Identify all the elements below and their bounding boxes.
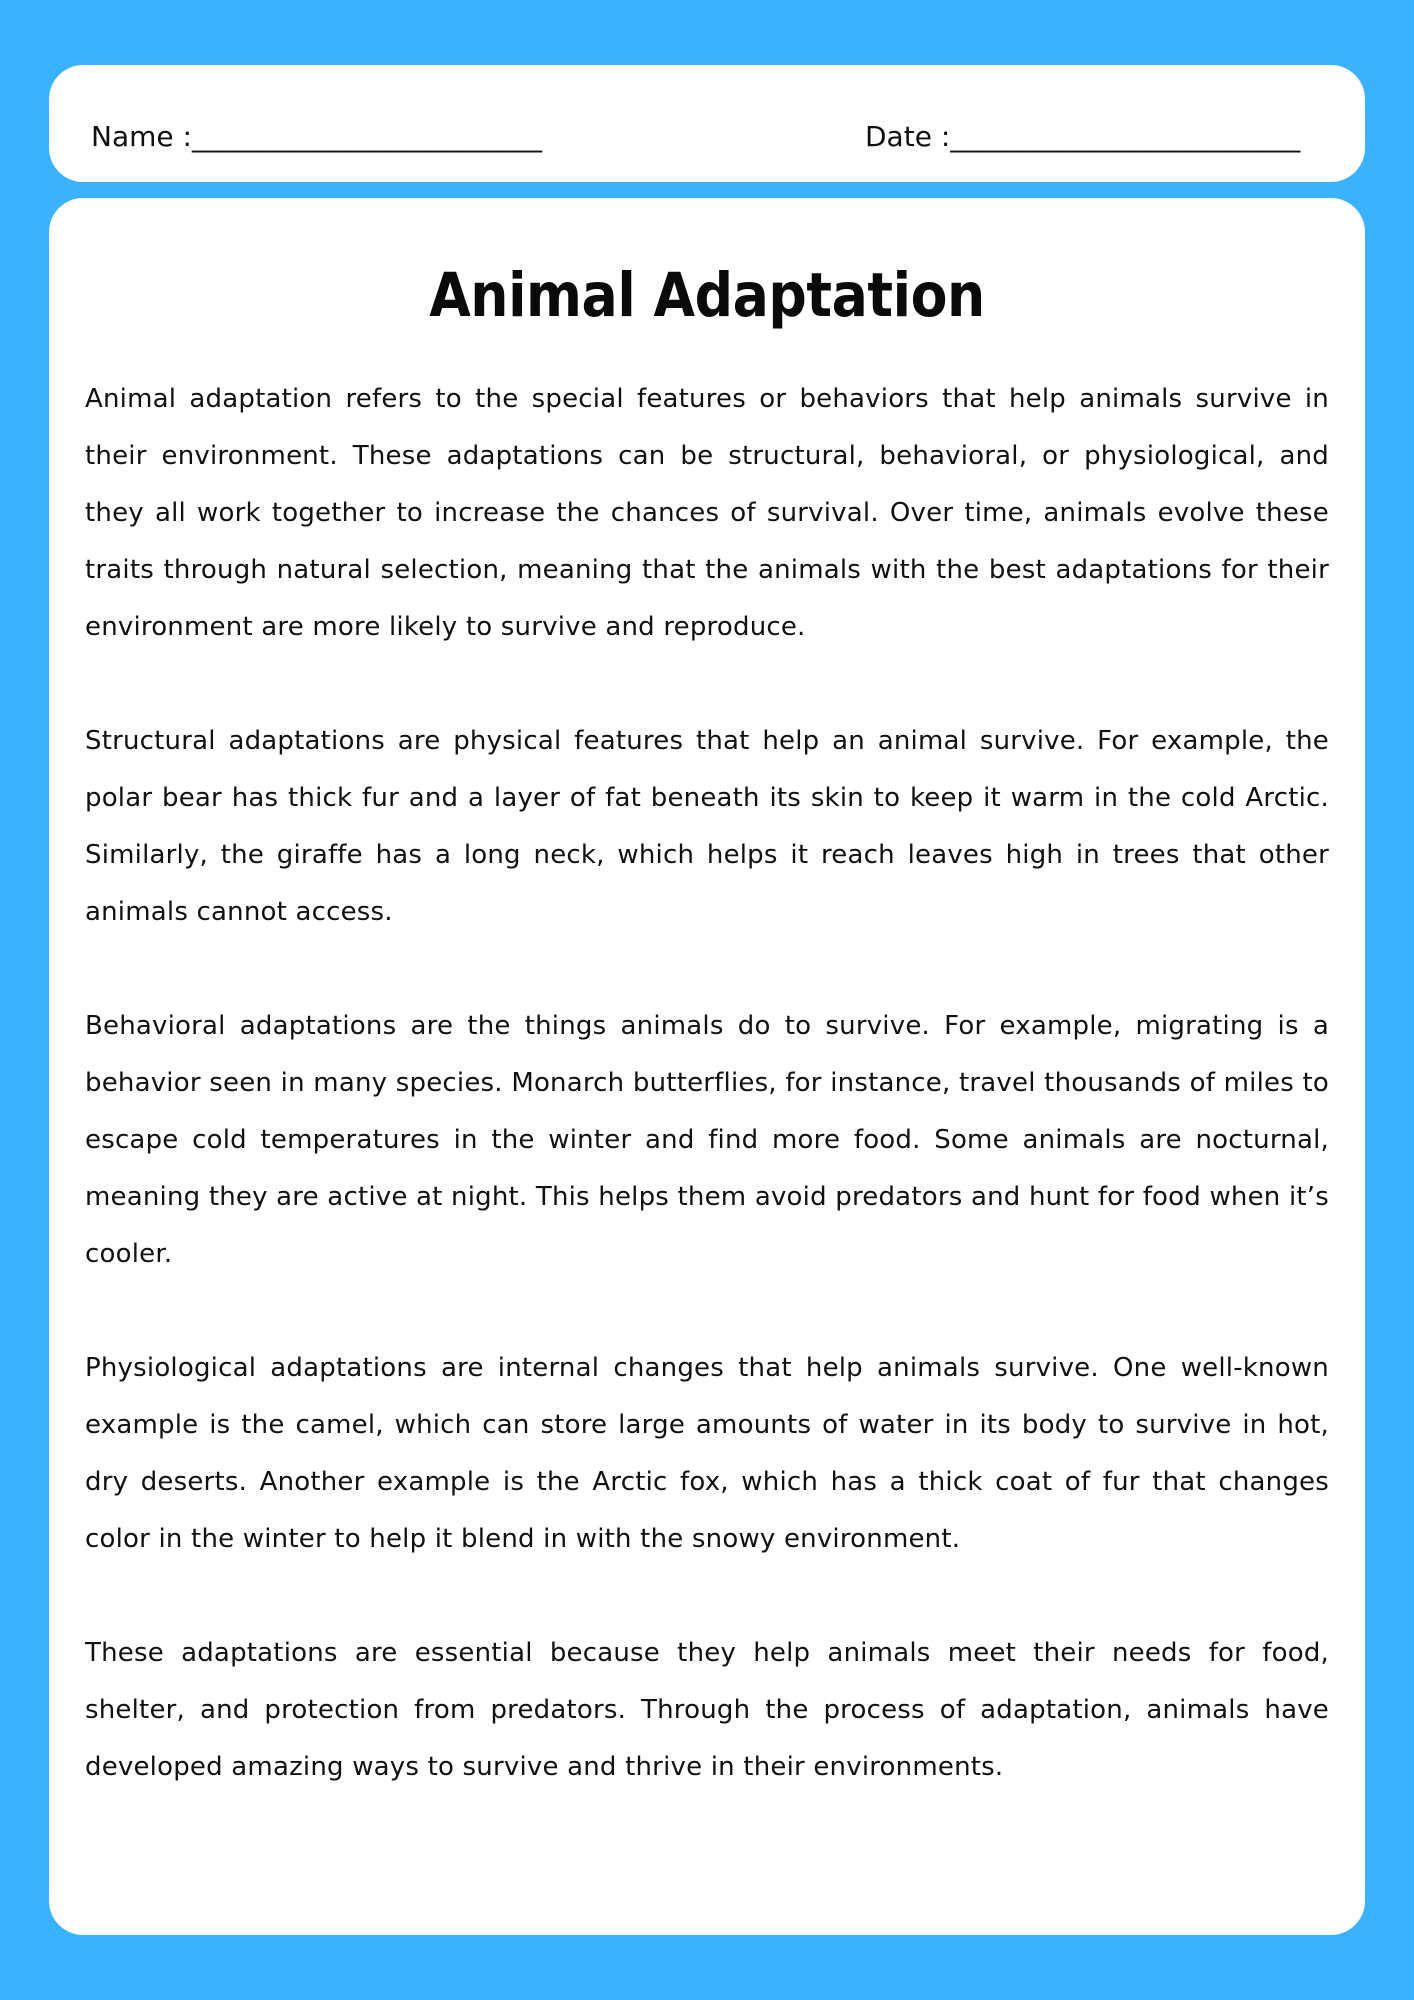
name-field[interactable]: Name :_________________________ xyxy=(91,120,542,153)
page-title: Animal Adaptation xyxy=(429,260,985,331)
date-field[interactable]: Date :_________________________ xyxy=(865,120,1301,153)
body-text xyxy=(85,371,1329,1796)
paragraph-intro: Animal adaptation refers to the special features or behaviors that help animals survive in their environment. These adaptations can be structural, behavioral, or physiological, and they all work together to increase the chances of survival. Over time, animals evolve these traits through natural selection, meaning that the animals with the best adaptations for their environment are more likely to survive and reproduce. xyxy=(85,384,1329,642)
header-card xyxy=(49,65,1365,182)
content-card xyxy=(49,198,1365,1935)
paragraph-structural: Structural adaptations are physical features that help an animal survive. For example, the polar bear has thick fur and a layer of fat beneath its skin to keep it warm in the cold Arctic. Similarly, the giraffe has a long neck, which helps it reach leaves high in trees that other animals cannot access. xyxy=(85,726,1329,927)
paragraph-conclusion: These adaptations are essential because they help animals meet their needs for food, shelter, and protection from predators. Through the process of adaptation, animals have developed amazing ways to survive and thrive in their environments. xyxy=(85,1638,1329,1782)
paragraph-behavioral: Behavioral adaptations are the things animals do to survive. For example, migrating is a behavior seen in many species. Monarch butterflies, for instance, travel thousands of miles to escape cold temperatures in the winter and find more food. Some animals are nocturnal, meaning they are active at night. This helps them avoid predators and hunt for food when it’s cooler. xyxy=(85,1011,1329,1269)
paragraph-physiological: Physiological adaptations are internal changes that help animals survive. One well-known example is the camel, which can store large amounts of water in its body to survive in hot, dry deserts. Another example is the Arctic fox, which has a thick coat of fur that changes color in the winter to help it blend in with the snowy environment. xyxy=(85,1353,1329,1554)
